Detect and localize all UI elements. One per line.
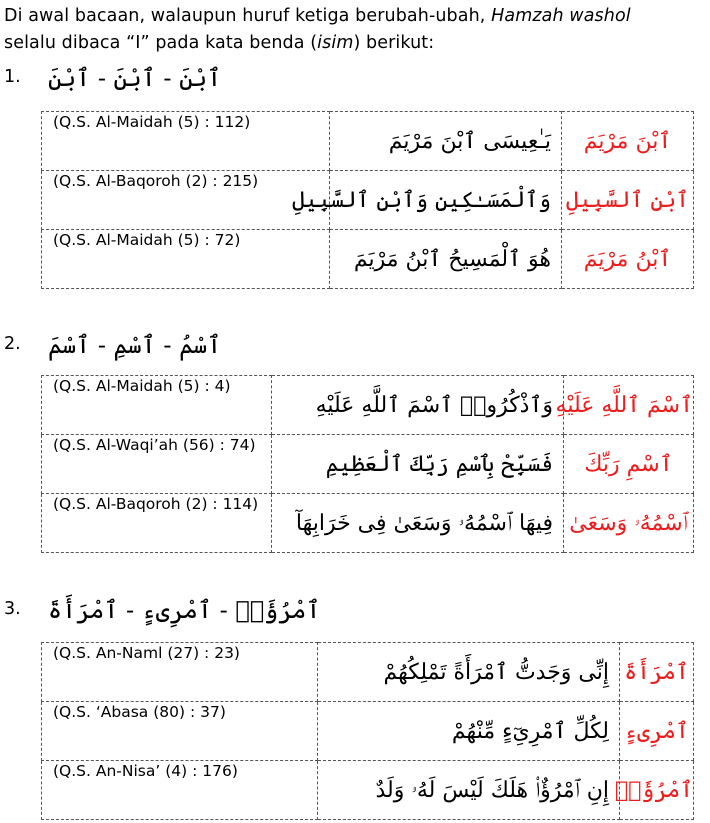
word-cell: ٱمْرُؤَا۟ <box>620 761 694 820</box>
section-3-heading <box>4 590 704 630</box>
section-1-table <box>41 111 694 289</box>
word-cell: ٱمْرِىءٍ <box>620 702 694 761</box>
ayat-cell: يَـٰعِيسَى ٱبْنَ مَرْيَمَ <box>330 112 562 171</box>
reference-cell: (Q.S. Al-Maidah (5) : 72) <box>42 230 330 289</box>
section-number: 2. <box>4 334 21 354</box>
ayat-cell: هُوَ ٱلْمَسِيحُ ٱبْنُ مَرْيَمَ <box>330 230 562 289</box>
reference-cell: (Q.S. Al-Maidah (5) : 112) <box>42 112 330 171</box>
section-number: 1. <box>4 67 21 87</box>
table-row <box>42 112 694 171</box>
reference-cell: (Q.S. Al-Baqoroh (2) : 114) <box>42 494 272 553</box>
reference-cell: (Q.S. Al-Baqoroh (2) : 215) <box>42 171 330 230</box>
intro-line-1 <box>4 3 704 30</box>
ayat-cell: وَٱذْكُرُوا۟ ٱسْمَ ٱللَّهِ عَلَيْهِ <box>272 376 564 435</box>
table-row <box>42 643 694 702</box>
section-1-heading <box>4 58 704 98</box>
word-cell: ٱبْنِ ٱلسَّبِيلِ <box>562 171 694 230</box>
section-number: 3. <box>4 599 21 619</box>
intro-emphasis: Hamzah washol <box>491 6 631 26</box>
table-row <box>42 171 694 230</box>
section-arabic-forms: ٱمْرُؤَا۟ - ٱمْرِىءٍ - ٱمْرَأَةَ <box>48 596 321 624</box>
intro-text: ) berikut: <box>353 33 435 53</box>
reference-cell: (Q.S. An-Naml (27) : 23) <box>42 643 318 702</box>
ayat-cell: لِكُلِّ ٱمْرِىِٓءٍ مِّنْهُمْ <box>318 702 620 761</box>
intro-paragraph <box>4 3 704 57</box>
ayat-cell: إِنِّى وَجَدتُّ ٱمْرَأَةً تَمْلِكُهُمْ <box>318 643 620 702</box>
ayat-cell: فَسَبِّحْ بِٱسْمِ رَبِّكَ ٱلْعَظِيمِ <box>272 435 564 494</box>
word-cell: ٱسْمُهُۥ وَسَعَىٰ <box>564 494 694 553</box>
table-row <box>42 761 694 820</box>
ayat-cell: فِيهَا ٱسْمُهُۥ وَسَعَىٰ فِى خَرَابِهَآ <box>272 494 564 553</box>
intro-text: selalu dibaca “I” pada kata benda ( <box>4 33 318 53</box>
word-cell: ٱمْرَأَةَ <box>620 643 694 702</box>
table-row <box>42 376 694 435</box>
word-cell: ٱبْنَ مَرْيَمَ <box>562 112 694 171</box>
intro-line-2 <box>4 30 704 57</box>
reference-cell: (Q.S. Al-Maidah (5) : 4) <box>42 376 272 435</box>
table-row <box>42 435 694 494</box>
ayat-cell: وَٱلْمَسَـٰكِينِ وَٱبْنِ ٱلسَّبِيلِ <box>330 171 562 230</box>
section-2-table <box>41 375 694 553</box>
reference-cell: (Q.S. An-Nisa’ (4) : 176) <box>42 761 318 820</box>
word-cell: ٱسْمَ ٱللَّهِ عَلَيْهِ <box>564 376 694 435</box>
ayat-cell: إِنِ ٱمْرُؤٌا۟ هَلَكَ لَيْسَ لَهُۥ وَلَدٌ <box>318 761 620 820</box>
reference-cell: (Q.S. ‘Abasa (80) : 37) <box>42 702 318 761</box>
section-arabic-forms: ٱسْمُ - ٱسْمِ - ٱسْمَ <box>48 331 222 359</box>
word-cell: ٱسْمِ رَبِّكَ <box>564 435 694 494</box>
reference-cell: (Q.S. Al-Waqi’ah (56) : 74) <box>42 435 272 494</box>
section-arabic-forms: ٱبْنَ - ٱبْنَ - ٱبْنَ <box>48 64 222 92</box>
intro-emphasis: isim <box>317 33 354 53</box>
table-row <box>42 494 694 553</box>
section-2-heading <box>4 325 704 365</box>
table-row <box>42 230 694 289</box>
intro-text: Di awal bacaan, walaupun huruf ketiga berubah-ubah, <box>4 6 492 26</box>
word-cell: ٱبْنُ مَرْيَمَ <box>562 230 694 289</box>
section-3-table <box>41 642 694 820</box>
table-row <box>42 702 694 761</box>
